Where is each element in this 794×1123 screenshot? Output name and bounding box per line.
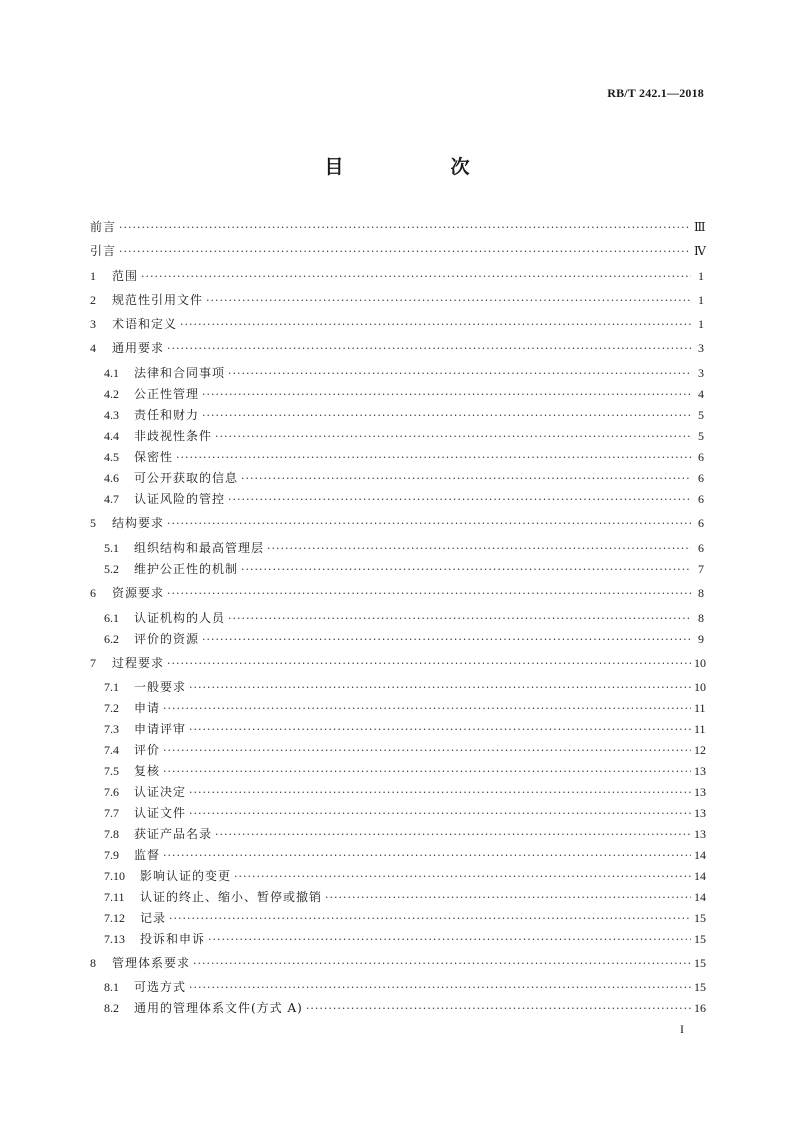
toc-entry-title: 公正性管理 (134, 387, 200, 401)
toc-entry[interactable] (90, 338, 704, 358)
toc-entry[interactable] (90, 538, 704, 558)
toc-entry-number: 3 (90, 317, 96, 331)
toc-entry[interactable] (90, 953, 704, 973)
toc-entry[interactable] (90, 290, 704, 310)
toc-entry-title: 引言 (90, 244, 117, 258)
toc-dot-leader (189, 804, 691, 824)
toc-entry[interactable] (90, 740, 704, 760)
toc-entry-number: 4 (90, 341, 96, 355)
toc-entry-page: 1 (698, 293, 704, 307)
toc-dot-leader (215, 427, 691, 447)
toc-entry-number: 5.2 (104, 562, 119, 576)
toc-entry-number: 1 (90, 269, 96, 283)
toc-dot-leader (208, 930, 691, 950)
toc-entry[interactable] (90, 866, 704, 886)
toc-entry-page: 6 (698, 450, 704, 464)
toc-entry-page: 10 (694, 656, 706, 670)
toc-entry-number: 8.2 (104, 1001, 119, 1015)
toc-entry-page: 14 (694, 890, 706, 904)
toc-entry[interactable] (90, 513, 704, 533)
toc-dot-leader (167, 339, 691, 359)
toc-entry-number: 7 (90, 656, 96, 670)
toc-entry[interactable] (90, 559, 704, 579)
toc-entry-page: 3 (698, 341, 704, 355)
toc-entry-page: 16 (694, 1001, 706, 1015)
toc-entry-page: Ⅳ (694, 244, 706, 258)
toc-entry-page: 15 (694, 980, 706, 994)
toc-entry-number: 8.1 (104, 980, 119, 994)
toc-entry[interactable] (90, 384, 704, 404)
toc-entry-page: 6 (698, 492, 704, 506)
toc-dot-leader (189, 678, 691, 698)
toc-dot-leader (228, 490, 691, 510)
toc-entry-number: 6.1 (104, 611, 119, 625)
toc-dot-leader (234, 867, 691, 887)
toc-entry-number: 7.8 (104, 827, 119, 841)
toc-dot-leader (163, 846, 691, 866)
toc-entry-page: 11 (694, 722, 706, 736)
toc-entry-number: 7.1 (104, 680, 119, 694)
toc-dot-leader (193, 954, 691, 974)
toc-dot-leader (163, 699, 691, 719)
toc-title: 目 次 (324, 156, 514, 178)
toc-entry[interactable] (90, 405, 704, 425)
toc-entry[interactable] (90, 266, 704, 286)
toc-entry[interactable] (90, 698, 704, 718)
toc-entry[interactable] (90, 489, 704, 509)
toc-entry-number: 7.6 (104, 785, 119, 799)
toc-dot-leader (119, 218, 691, 238)
toc-entry-page: 6 (698, 471, 704, 485)
toc-entry-page: 6 (698, 541, 704, 555)
toc-entry-title: 范围 (112, 269, 139, 283)
toc-entry-number: 4.7 (104, 492, 119, 506)
toc-entry[interactable] (90, 653, 704, 673)
toc-entry[interactable] (90, 824, 704, 844)
toc-entry[interactable] (90, 583, 704, 603)
toc-entry[interactable] (90, 845, 704, 865)
toc-dot-leader (202, 630, 691, 650)
toc-entry-number: 4.4 (104, 429, 119, 443)
toc-dot-leader (180, 315, 691, 335)
toc-dot-leader (167, 654, 691, 674)
toc-entry[interactable] (90, 998, 704, 1018)
toc-entry[interactable] (90, 887, 704, 907)
toc-entry-title: 一般要求 (134, 680, 187, 694)
table-of-contents (90, 0, 704, 1123)
toc-entry-number: 4.2 (104, 387, 119, 401)
toc-entry-title: 复核 (134, 764, 161, 778)
toc-entry-page: 13 (694, 764, 706, 778)
toc-entry-page: 6 (698, 516, 704, 530)
toc-entry-title: 投诉和申诉 (140, 932, 206, 946)
toc-dot-leader (119, 242, 691, 262)
toc-entry-number: 7.10 (104, 869, 125, 883)
toc-entry-title: 责任和财力 (134, 408, 200, 422)
toc-entry-number: 7.4 (104, 743, 119, 757)
toc-entry-title: 过程要求 (112, 656, 165, 670)
toc-entry-title: 监督 (134, 848, 161, 862)
toc-entry-title: 记录 (140, 911, 167, 925)
toc-dot-leader (241, 560, 691, 580)
toc-entry-number: 4.1 (104, 366, 119, 380)
toc-entry-number: 7.13 (104, 932, 125, 946)
toc-entry-title: 认证风险的管控 (134, 492, 226, 506)
toc-entry-number: 6 (90, 586, 96, 600)
toc-entry-title: 影响认证的变更 (140, 869, 232, 883)
toc-dot-leader (163, 741, 691, 761)
toc-entry-page: 14 (694, 869, 706, 883)
toc-dot-leader (167, 584, 691, 604)
toc-entry-number: 4.6 (104, 471, 119, 485)
toc-dot-leader (267, 539, 691, 559)
toc-entry-page: 9 (698, 632, 704, 646)
toc-entry-number: 4.5 (104, 450, 119, 464)
toc-entry-title: 前言 (90, 220, 117, 234)
toc-entry-page: 7 (698, 562, 704, 576)
toc-entry-page: 5 (698, 408, 704, 422)
toc-entry-title: 认证文件 (134, 806, 187, 820)
toc-entry[interactable] (90, 929, 704, 949)
toc-entry-page: 5 (698, 429, 704, 443)
toc-entry-number: 7.9 (104, 848, 119, 862)
toc-entry-page: 1 (698, 317, 704, 331)
toc-entry-title: 维护公正性的机制 (134, 562, 239, 576)
toc-entry[interactable] (90, 468, 704, 488)
toc-entry-title: 非歧视性条件 (134, 429, 213, 443)
toc-entry[interactable] (90, 719, 704, 739)
toc-entry[interactable] (90, 241, 704, 261)
toc-entry-number: 8 (90, 956, 96, 970)
toc-dot-leader (215, 825, 691, 845)
toc-entry[interactable] (90, 761, 704, 781)
toc-dot-leader (241, 469, 691, 489)
toc-entry[interactable] (90, 629, 704, 649)
toc-dot-leader (306, 999, 691, 1019)
toc-entry-number: 4.3 (104, 408, 119, 422)
toc-entry[interactable] (90, 677, 704, 697)
toc-entry[interactable] (90, 447, 704, 467)
toc-entry-page: 3 (698, 366, 704, 380)
toc-entry-page: 13 (694, 785, 706, 799)
toc-entry-title: 法律和合同事项 (134, 366, 226, 380)
toc-entry-number: 7.11 (104, 890, 125, 904)
toc-entry[interactable] (90, 803, 704, 823)
toc-dot-leader (325, 888, 691, 908)
toc-dot-leader (228, 364, 691, 384)
toc-entry-title: 规范性引用文件 (112, 293, 204, 307)
toc-entry-number: 7.2 (104, 701, 119, 715)
toc-entry-number: 2 (90, 293, 96, 307)
toc-entry-number: 7.12 (104, 911, 125, 925)
toc-entry-page: 1 (698, 269, 704, 283)
toc-entry-page: Ⅲ (694, 220, 706, 234)
toc-entry-title: 认证的终止、缩小、暂停或撤销 (140, 890, 323, 904)
toc-dot-leader (163, 762, 691, 782)
toc-entry-page: 4 (698, 387, 704, 401)
toc-entry[interactable] (90, 908, 704, 928)
toc-entry[interactable] (90, 608, 704, 628)
toc-dot-leader (189, 978, 691, 998)
document-code: RB/T 242.1—2018 (607, 86, 704, 100)
toc-entry-title: 认证决定 (134, 785, 187, 799)
toc-entry-title: 通用的管理体系文件(方式 A) (134, 1001, 303, 1015)
toc-entry[interactable] (90, 314, 704, 334)
toc-entry[interactable] (90, 426, 704, 446)
toc-entry-title: 术语和定义 (112, 317, 178, 331)
toc-entry-title: 可公开获取的信息 (134, 471, 239, 485)
toc-entry-page: 11 (694, 701, 706, 715)
toc-dot-leader (141, 267, 691, 287)
toc-entry-number: 6.2 (104, 632, 119, 646)
toc-entry-number: 7.5 (104, 764, 119, 778)
toc-entry-page: 13 (694, 806, 706, 820)
toc-dot-leader (206, 291, 691, 311)
toc-entry[interactable] (90, 217, 704, 237)
toc-entry-page: 14 (694, 848, 706, 862)
toc-entry-title: 资源要求 (112, 586, 165, 600)
toc-entry-title: 申请 (134, 701, 161, 715)
toc-entry-title: 组织结构和最高管理层 (134, 541, 265, 555)
toc-entry-title: 管理体系要求 (112, 956, 191, 970)
toc-entry-page: 13 (694, 827, 706, 841)
toc-entry-title: 申请评审 (134, 722, 187, 736)
toc-entry-page: 15 (694, 911, 706, 925)
toc-entry-page: 10 (694, 680, 706, 694)
toc-dot-leader (167, 514, 691, 534)
toc-entry[interactable] (90, 363, 704, 383)
toc-entry-page: 8 (698, 586, 704, 600)
toc-entry-page: 15 (694, 956, 706, 970)
toc-dot-leader (176, 448, 691, 468)
toc-entry-title: 结构要求 (112, 516, 165, 530)
toc-dot-leader (228, 609, 691, 629)
toc-entry-number: 5 (90, 516, 96, 530)
toc-dot-leader (169, 909, 691, 929)
toc-dot-leader (189, 720, 691, 740)
toc-entry-page: 8 (698, 611, 704, 625)
toc-entry-title: 评价 (134, 743, 161, 757)
toc-entry-number: 7.7 (104, 806, 119, 820)
toc-entry-title: 可选方式 (134, 980, 187, 994)
toc-entry-title: 认证机构的人员 (134, 611, 226, 625)
page-number: I (680, 1022, 684, 1036)
toc-dot-leader (189, 783, 691, 803)
toc-entry-title: 获证产品名录 (134, 827, 213, 841)
toc-entry-number: 7.3 (104, 722, 119, 736)
toc-entry[interactable] (90, 782, 704, 802)
toc-dot-leader (202, 406, 691, 426)
toc-entry-number: 5.1 (104, 541, 119, 555)
toc-dot-leader (202, 385, 691, 405)
toc-entry-title: 保密性 (134, 450, 174, 464)
toc-entry-page: 12 (694, 743, 706, 757)
toc-entry[interactable] (90, 977, 704, 997)
toc-entry-page: 15 (694, 932, 706, 946)
toc-entry-title: 通用要求 (112, 341, 165, 355)
toc-entry-title: 评价的资源 (134, 632, 200, 646)
